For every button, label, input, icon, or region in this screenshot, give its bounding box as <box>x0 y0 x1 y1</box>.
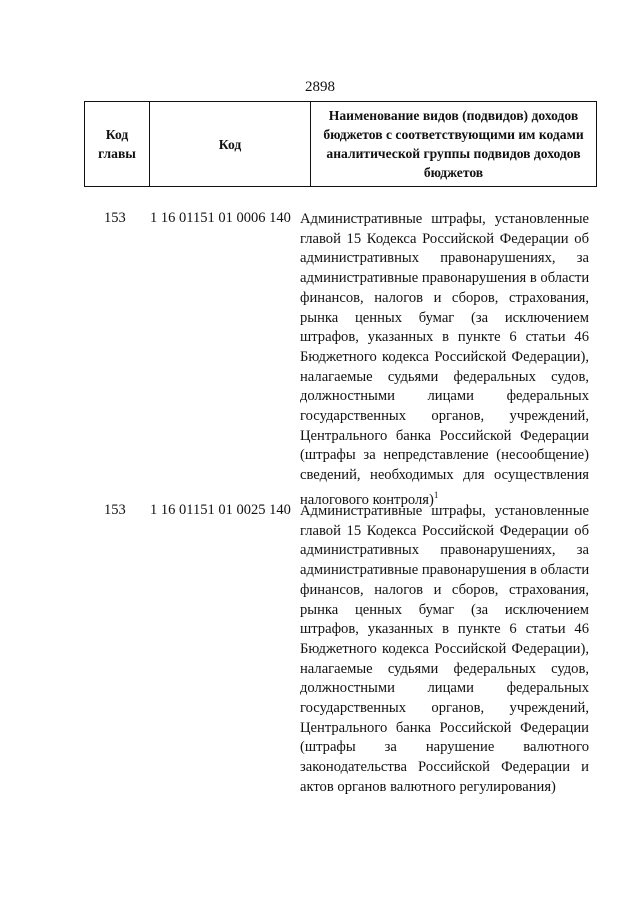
description-line-text: налогового контроля) <box>300 491 434 508</box>
description-line: налагаемые судьями федеральных судов, <box>300 368 589 385</box>
description-line: административных правонарушениях, за <box>300 250 589 267</box>
description-line: законодательства Российской Федерации и <box>300 759 589 776</box>
header-code-label: Код <box>218 136 242 152</box>
header-name-line: Наименование видов (подвидов) доходов <box>328 108 579 123</box>
description-line: финансов, налогов и сборов, страхования, <box>300 581 589 598</box>
description-line: штрафов, указанных в пункте 6 статьи 46 <box>300 621 589 638</box>
description-line: Административные штрафы, установленные <box>300 503 589 519</box>
description-line: рынка ценных бумаг (за исключением <box>300 309 589 326</box>
description-line: рынка ценных бумаг (за исключением <box>300 601 589 618</box>
description-line: должностными лицами федеральных <box>300 680 589 697</box>
description-line: административные правонарушения в области <box>300 270 590 287</box>
description-line: Административные штрафы, установленные <box>300 211 589 227</box>
description-line: Бюджетного кодекса Российской Федерации), <box>300 640 589 657</box>
header-name-line: бюджетов с соответствующими им кодами <box>323 127 584 142</box>
header-code <box>150 102 311 187</box>
footnote-marker: 1 <box>433 489 439 500</box>
description-line: главой 15 Кодекса Российской Федерации об <box>300 522 589 539</box>
description-line-last: актов органов валютного регулирования) <box>300 778 556 795</box>
revenue-code: 1 16 01151 01 0025 140 <box>150 502 291 518</box>
revenue-description <box>300 210 589 510</box>
description-line: административных правонарушениях, за <box>300 542 589 559</box>
description-line: должностными лицами федеральных <box>300 388 589 405</box>
description-line: государственных органов, учреждений, <box>300 700 589 717</box>
chapter-code: 153 <box>104 210 126 226</box>
description-line: Центрального банка Российской Федерации <box>300 427 589 444</box>
header-chapter-code <box>85 102 150 187</box>
header-chapter-code-line: главы <box>98 146 136 161</box>
description-line: налагаемые судьями федеральных судов, <box>300 660 589 677</box>
description-line: административные правонарушения в области <box>300 562 590 579</box>
revenue-description <box>300 502 589 798</box>
description-line: штрафов, указанных в пункте 6 статьи 46 <box>300 329 589 346</box>
description-line: Центрального банка Российской Федерации <box>300 719 589 736</box>
description-line: государственных органов, учреждений, <box>300 408 589 425</box>
description-line: сведений, необходимых для осуществления <box>300 467 589 484</box>
description-line: (штрафы за непредставление (несообщение) <box>300 447 589 464</box>
description-line: (штрафы за нарушение валютного <box>300 739 589 756</box>
header-chapter-code-line: Код <box>105 127 129 142</box>
description-line: финансов, налогов и сборов, страхования, <box>300 289 589 306</box>
revenue-code: 1 16 01151 01 0006 140 <box>150 210 291 226</box>
header-name-line: аналитической группы подвидов доходов <box>326 146 581 161</box>
description-line: главой 15 Кодекса Российской Федерации об <box>300 230 589 247</box>
table-header <box>84 101 597 187</box>
chapter-code: 153 <box>104 502 126 518</box>
header-name-line: бюджетов <box>423 165 484 180</box>
page-number: 2898 <box>305 79 335 95</box>
header-name <box>311 102 597 187</box>
description-line: Бюджетного кодекса Российской Федерации), <box>300 348 589 365</box>
